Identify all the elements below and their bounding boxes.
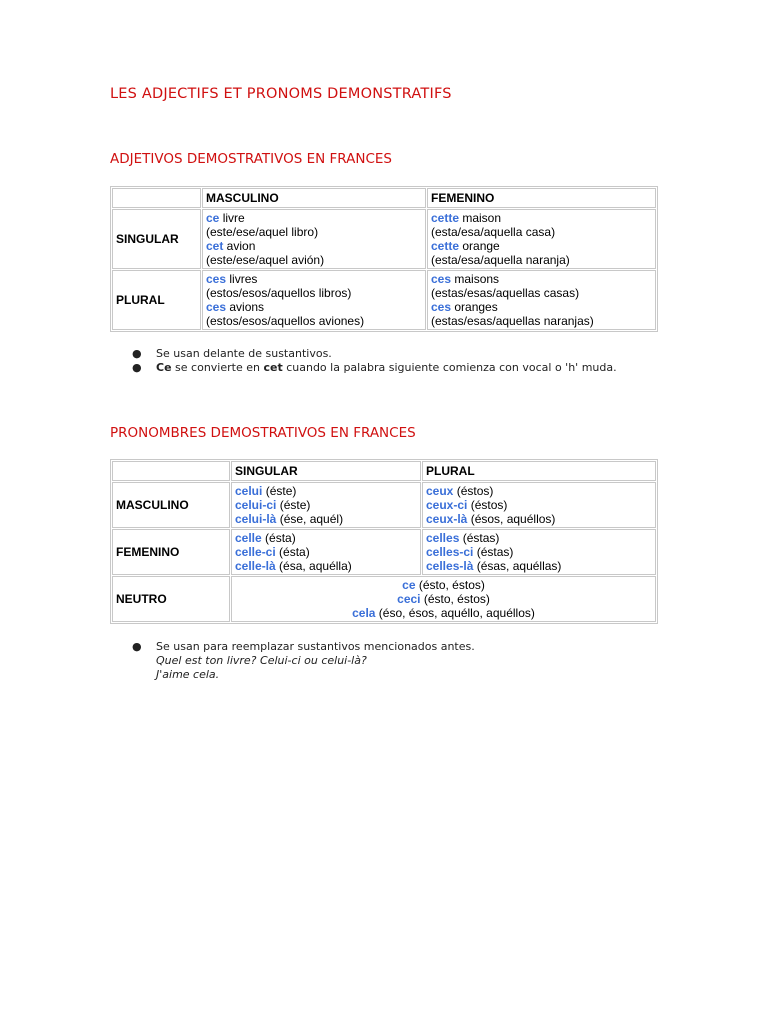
bullet-icon: ● bbox=[132, 361, 142, 374]
table-header-row bbox=[112, 188, 656, 208]
pronoun-line bbox=[426, 484, 652, 498]
translation-line bbox=[431, 253, 652, 267]
demonstrative-word: cette bbox=[431, 239, 460, 253]
demonstrative-word: cela bbox=[352, 606, 376, 620]
adjectives-heading: ADJETIVOS DEMOSTRATIVOS EN FRANCES bbox=[110, 151, 392, 167]
table-row-femenino bbox=[112, 529, 656, 575]
translation-text: (este/ese/aquel avión) bbox=[206, 253, 325, 267]
pronoun-line bbox=[426, 531, 652, 545]
column-header-masculino: MASCULINO bbox=[202, 188, 426, 208]
note-text: cuando la palabra siguiente comienza con vocal o 'h' muda. bbox=[282, 361, 617, 374]
cell-masculino-plural bbox=[422, 482, 656, 528]
demonstrative-word: ce bbox=[206, 211, 220, 225]
translation-text: (éstos) bbox=[453, 484, 494, 498]
note-text: Se usan delante de sustantivos. bbox=[156, 347, 332, 360]
pronoun-line bbox=[235, 578, 652, 592]
empty-header-cell bbox=[112, 188, 201, 208]
cell-neutro bbox=[231, 576, 656, 622]
demonstrative-word: celles bbox=[426, 531, 460, 545]
note-text: Se usan para reemplazar sustantivos mencionados antes. bbox=[156, 640, 475, 653]
row-header-femenino: FEMENINO bbox=[112, 529, 230, 575]
demonstrative-word: celui-là bbox=[235, 512, 277, 526]
translation-text: (esta/esa/aquella naranja) bbox=[431, 253, 570, 267]
cell-masculino-singular bbox=[231, 482, 421, 528]
pronoun-line bbox=[235, 606, 652, 620]
translation-text: (éstas) bbox=[473, 545, 514, 559]
translation-text: (estas/esas/aquellas casas) bbox=[431, 286, 580, 300]
demonstrative-word: celui bbox=[235, 484, 263, 498]
translation-line bbox=[206, 253, 422, 267]
example-line bbox=[206, 211, 422, 225]
example-line bbox=[431, 272, 652, 286]
pronoun-line bbox=[235, 545, 417, 559]
translation-text: (estos/esos/aquellos libros) bbox=[206, 286, 352, 300]
demonstrative-word: ces bbox=[431, 300, 452, 314]
row-header-singular: SINGULAR bbox=[112, 209, 201, 269]
example-line bbox=[431, 211, 652, 225]
demonstrative-word: ces bbox=[206, 300, 227, 314]
pronouns-notes bbox=[110, 640, 475, 682]
page-title: LES ADJECTIFS ET PRONOMS DEMONSTRATIFS bbox=[110, 86, 452, 102]
pronoun-line bbox=[426, 512, 652, 526]
example-text: oranges bbox=[451, 300, 498, 314]
demonstrative-word: ce bbox=[402, 578, 416, 592]
column-header-femenino: FEMENINO bbox=[427, 188, 656, 208]
row-header-masculino: MASCULINO bbox=[112, 482, 230, 528]
table-row-singular bbox=[112, 209, 656, 269]
translation-text: (ésa, aquélla) bbox=[275, 559, 352, 573]
note-keyword: cet bbox=[263, 361, 283, 374]
demonstrative-word: ces bbox=[431, 272, 452, 286]
translation-text: (éstas) bbox=[459, 531, 500, 545]
example-text: avions bbox=[226, 300, 265, 314]
demonstrative-word: ceux-là bbox=[426, 512, 468, 526]
pronoun-line bbox=[235, 498, 417, 512]
table-row-masculino bbox=[112, 482, 656, 528]
translation-text: (ésta) bbox=[261, 531, 296, 545]
translation-text: (esta/esa/aquella casa) bbox=[431, 225, 556, 239]
empty-header-cell bbox=[112, 461, 230, 481]
example-line bbox=[431, 300, 652, 314]
translation-text: (ésas, aquéllas) bbox=[473, 559, 562, 573]
pronoun-line bbox=[426, 559, 652, 573]
translation-text: (éso, ésos, aquéllo, aquéllos) bbox=[375, 606, 535, 620]
table-row-neutro bbox=[112, 576, 656, 622]
translation-text: (ése, aquél) bbox=[276, 512, 344, 526]
translation-line bbox=[206, 225, 422, 239]
example-line bbox=[431, 239, 652, 253]
example-text: orange bbox=[459, 239, 500, 253]
pronoun-line bbox=[426, 498, 652, 512]
column-header-plural: PLURAL bbox=[422, 461, 656, 481]
pronoun-line bbox=[235, 592, 652, 606]
pronoun-line bbox=[235, 484, 417, 498]
translation-text: (ésto, éstos) bbox=[415, 578, 485, 592]
row-header-neutro: NEUTRO bbox=[112, 576, 230, 622]
cell-plural-masculino bbox=[202, 270, 426, 330]
demonstrative-word: celle bbox=[235, 531, 262, 545]
translation-text: (estos/esos/aquellos aviones) bbox=[206, 314, 365, 328]
translation-text: (éste) bbox=[262, 484, 297, 498]
adjectives-notes bbox=[110, 347, 617, 375]
adjectives-table bbox=[110, 186, 658, 332]
demonstrative-word: celles-là bbox=[426, 559, 474, 573]
translation-line bbox=[206, 314, 422, 328]
cell-plural-femenino bbox=[427, 270, 656, 330]
column-header-singular: SINGULAR bbox=[231, 461, 421, 481]
pronoun-line bbox=[426, 545, 652, 559]
table-row-plural bbox=[112, 270, 656, 330]
example-text: maison bbox=[459, 211, 502, 225]
example-line bbox=[206, 272, 422, 286]
example-text: avion bbox=[223, 239, 256, 253]
cell-singular-masculino bbox=[202, 209, 426, 269]
translation-text: (ésos, aquéllos) bbox=[467, 512, 556, 526]
bullet-icon: ● bbox=[132, 640, 142, 653]
list-item bbox=[110, 640, 475, 682]
translation-text: (ésto, éstos) bbox=[420, 592, 490, 606]
note-keyword: Ce bbox=[156, 361, 172, 374]
translation-line bbox=[431, 314, 652, 328]
translation-text: (éste) bbox=[276, 498, 311, 512]
cell-singular-femenino bbox=[427, 209, 656, 269]
pronouns-heading: PRONOMBRES DEMOSTRATIVOS EN FRANCES bbox=[110, 425, 416, 441]
demonstrative-word: ceux-ci bbox=[426, 498, 468, 512]
example-text: livre bbox=[219, 211, 245, 225]
translation-line bbox=[431, 225, 652, 239]
translation-text: (este/ese/aquel libro) bbox=[206, 225, 319, 239]
example-sentence: Quel est ton livre? Celui-ci ou celui-là? bbox=[156, 654, 367, 667]
pronoun-line bbox=[235, 512, 417, 526]
translation-line bbox=[206, 286, 422, 300]
demonstrative-word: celles-ci bbox=[426, 545, 474, 559]
example-text: maisons bbox=[451, 272, 500, 286]
translation-text: (estas/esas/aquellas naranjas) bbox=[431, 314, 594, 328]
translation-text: (ésta) bbox=[275, 545, 310, 559]
note-text: se convierte en bbox=[171, 361, 264, 374]
example-line bbox=[206, 239, 422, 253]
row-header-plural: PLURAL bbox=[112, 270, 201, 330]
demonstrative-word: ces bbox=[206, 272, 227, 286]
demonstrative-word: cet bbox=[206, 239, 224, 253]
translation-text: (éstos) bbox=[467, 498, 508, 512]
example-sentence: J'aime cela. bbox=[156, 668, 220, 681]
cell-femenino-singular bbox=[231, 529, 421, 575]
demonstrative-word: cette bbox=[431, 211, 460, 225]
demonstrative-word: celle-là bbox=[235, 559, 276, 573]
pronouns-table bbox=[110, 459, 658, 624]
demonstrative-word: ceux bbox=[426, 484, 454, 498]
example-text: livres bbox=[226, 272, 258, 286]
pronoun-line bbox=[235, 559, 417, 573]
list-item bbox=[110, 361, 617, 375]
list-item bbox=[110, 347, 617, 361]
translation-line bbox=[431, 286, 652, 300]
demonstrative-word: ceci bbox=[397, 592, 421, 606]
table-header-row bbox=[112, 461, 656, 481]
example-line bbox=[206, 300, 422, 314]
bullet-icon: ● bbox=[132, 347, 142, 360]
cell-femenino-plural bbox=[422, 529, 656, 575]
demonstrative-word: celle-ci bbox=[235, 545, 276, 559]
pronoun-line bbox=[235, 531, 417, 545]
demonstrative-word: celui-ci bbox=[235, 498, 277, 512]
